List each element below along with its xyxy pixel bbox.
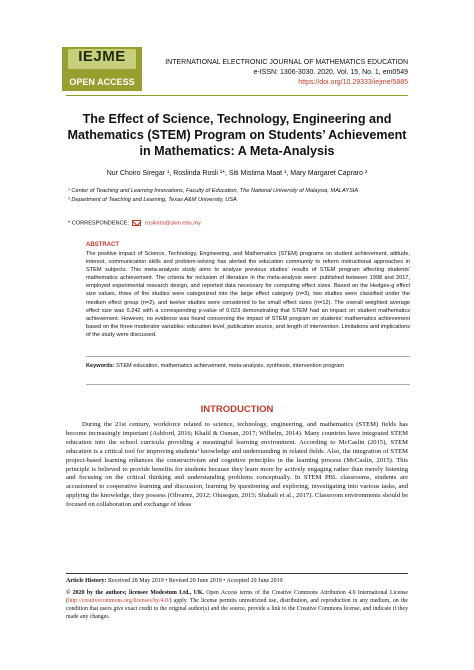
envelope-icon (132, 220, 141, 226)
correspondence-email[interactable]: roslinda@ukm.edu.my (145, 220, 201, 227)
header-divider (66, 95, 408, 96)
keywords-label: Keywords: (86, 363, 115, 369)
correspondence (68, 220, 201, 226)
history-dates: Received 28 May 2019 • Revised 29 June 2019 • Accepted 29 June 2019 (107, 578, 283, 584)
correspondence-label: * CORRESPONDENCE: (68, 220, 129, 227)
logo-name: IEJME (78, 48, 126, 65)
journal-doi-link[interactable]: https://doi.org/10.29333/iejme/5885 (298, 79, 408, 86)
keywords-divider-top (86, 356, 410, 357)
abstract-heading: ABSTRACT (86, 242, 119, 248)
history-label: Article History: (66, 578, 107, 584)
article-history (66, 578, 283, 584)
author-list: Nur Choiro Siregar ¹, Roslinda Rosli ¹*, Siti Mistima Maat ¹, Mary Margaret Capraro ² (106, 170, 368, 177)
journal-name: INTERNATIONAL ELECTRONIC JOURNAL OF MATHEMATICS EDUCATION (165, 59, 408, 66)
footer-divider (66, 573, 408, 574)
open-access-label: OPEN ACCESS (69, 77, 135, 87)
journal-issn: e-ISSN: 1306-3030. 2020, Vol. 15, No. 1, em0549 (253, 69, 408, 76)
copyright-text-1: Open Access terms of the Creative Commons Attribution 4.0 International License ( (66, 590, 409, 605)
journal-info (165, 58, 408, 88)
introduction-paragraph: During the 21st century, workforce related to science, technology, engineering, and mathematics (STEM) fields has become increasingly important (Ashford, 2016; Khalil & Osman, 2017; Wilhelm, 2014). Many countries have integrated STEM education into the school curricula providing a meaningful learning environment. According to McCaslin (2015), STEM education is a critical tool for improving students’ knowledge and understanding in related fields. Also, the integration of STEM project-based learning enhances the constructivism and cognitive principles in the learning process (McCaslin, 2015). This principle is believed to provide benefits for students because they learn more by actively engaging rather than merely listening and focusing on the critical thinking and understanding problems conceptually. In STEM PBL classrooms, students are accustomed to cooperative learning and discussion, learning by questioning and exploring, investigating into various tasks, and applying the knowledge, they possess (Olivarez, 2012; Olusegun, 2015; Shahali et al., 2017). Classroom environments should be focused on collaboration and exchange of ideas (66, 421, 408, 509)
license-link[interactable]: http://creativecommons.org/licenses/by/4.0/ (67, 598, 170, 605)
paper-title: The Effect of Science, Technology, Engineering and Mathematics (STEM) Program on Students’ Achievement in Mathematics: A Meta-Analysis (67, 112, 407, 158)
introduction-body (66, 421, 408, 510)
copyright-lead: © 2020 by the authors; licensee Modestum Ltd., UK. (66, 590, 204, 596)
copyright-notice (66, 589, 408, 621)
abstract-text: The positive impact of Science, Technology, Engineering, and Mathematics (STEM) programs on student achievement, attitude, interest, communication skills and problem-solving has alerted the education community to reform instructional approaches in STEM subjects. This meta-analysis study aims to analyze previous studies’ results of STEM program affecting students’ mathematics achievement. The criteria for inclusion of literature in the meta-analysis were: published between 1998 and 2017, employed experimental research design, and reported data necessary for computing effect sizes. Based on the Hedges-g effect size values, three of the studies were categorized into the large effect category (n=3), two studies were classified under the medium effect group (n=2), and twelve studies were considered to be small effect sizes (n=12). The overall weighted average effect size was 0.242 with a corresponding p-value of 0.023 demonstrating that STEM had an impact on student mathematics achievement. However, no evidence was found concerning the impact of STEM program on students’ mathematics achievement based on the three moderator variables: education level, publication source, and length of intervention. Limitations and implications of the study were discussed. (86, 251, 410, 338)
keywords-text: STEM education, mathematics achievement, meta-analysis, synthesis, intervention program (116, 363, 345, 369)
affiliation-1: ¹ Center of Teaching and Learning Innovations, Faculty of Education, The National University of Malaysia, MALAYSIA (68, 188, 359, 194)
keywords-divider-bottom (86, 384, 410, 385)
affiliation-2: ² Department of Teaching and Learning, Texas A&M University, USA (68, 197, 237, 203)
copyright-text-2: ) apply. The license permits unrestricted use, distribution, and reproduction in any medium, on the condition that users give exact credit to the original author(s) and the source, provide a link to the Creative Commons license, and indicate if they made any changes. (66, 598, 408, 621)
keywords (86, 362, 410, 370)
introduction-heading: INTRODUCTION (200, 404, 274, 415)
